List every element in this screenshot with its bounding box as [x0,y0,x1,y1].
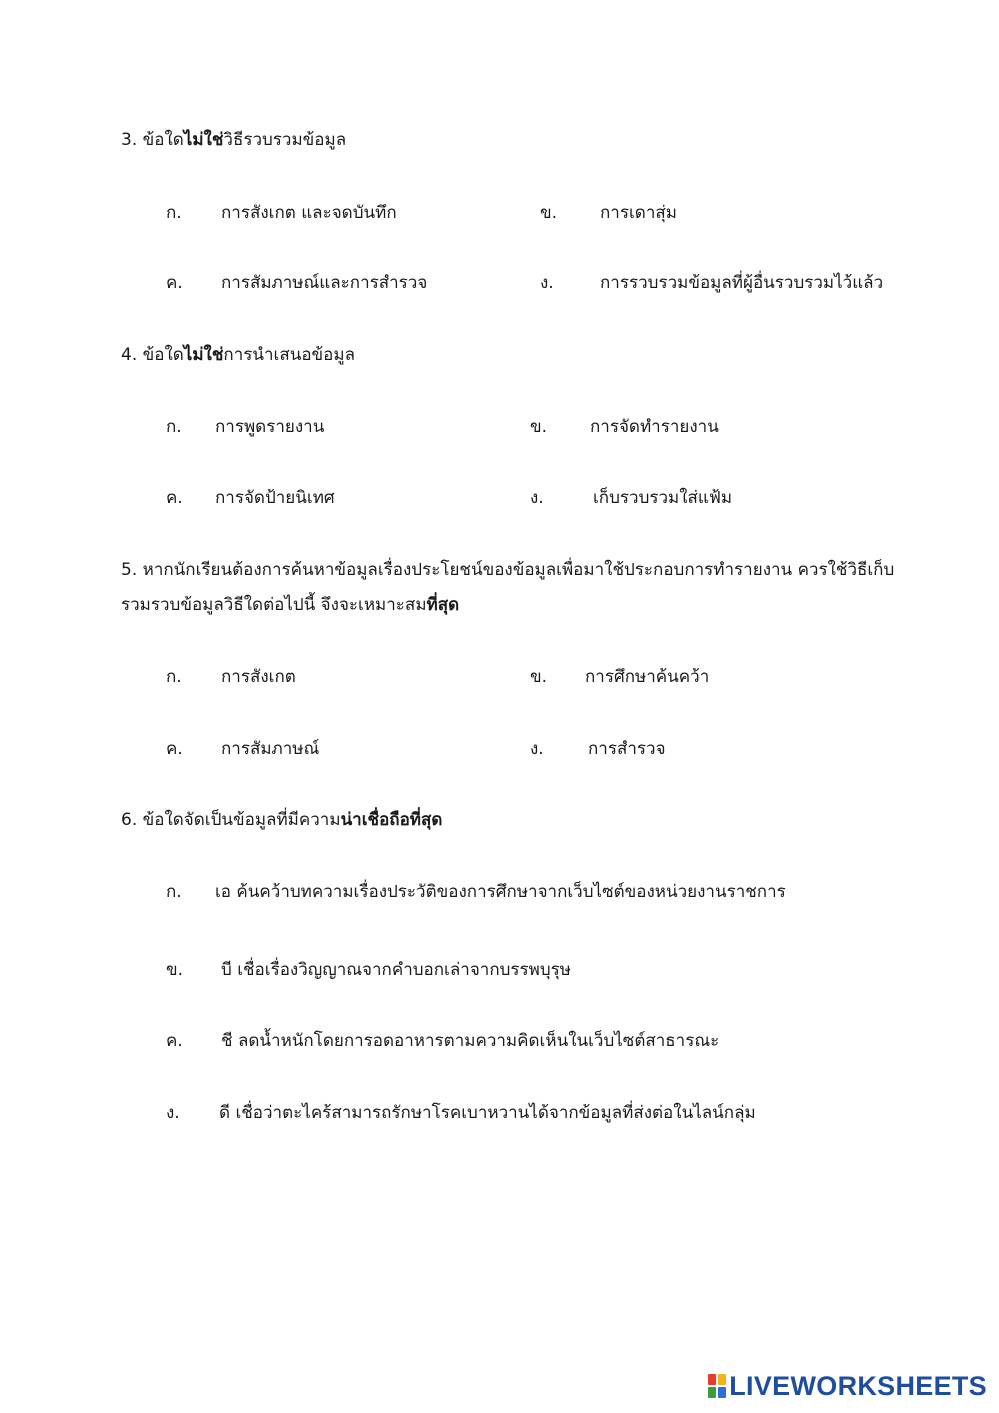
q4-option-a-label: ก. [166,417,182,437]
q6-option-a-text: เอ ค้นคว้าบทความเรื่องประวัติของการศึกษาจากเว็บไซต์ของหน่วยงานราชการ [215,882,786,902]
q5-option-b-text: การศึกษาค้นคว้า [585,667,710,687]
q3-option-d-label: ง. [540,273,554,293]
q3-option-d-text: การรวบรวมข้อมูลที่ผู้อื่นรวบรวมไว้แล้ว [600,273,884,293]
q3-option-b-label: ข. [540,203,558,223]
q5-option-d-text: การสำรวจ [588,739,666,759]
q6-option-b-text: บี เชื่อเรื่องวิญญาณจากคำบอกเล่าจากบรรพบุรุษ [221,960,572,980]
logo-block-2 [718,1374,726,1385]
liveworksheets-logo-icon [708,1374,726,1398]
question-4 [121,341,355,368]
logo-block-4 [718,1387,726,1398]
liveworksheets-logo-text: LIVEWORKSHEETS [729,1370,987,1401]
question-3-rest: วิธีรวบรวมข้อมูล [223,130,347,150]
question-4-rest: การนำเสนอข้อมูล [223,345,356,365]
q6-option-d-label: ง. [166,1103,180,1123]
q4-option-d-label: ง. [530,488,544,508]
question-5-emphasis: ที่สุด [426,595,460,615]
question-3-emphasis: ไม่ใช่ [183,130,224,150]
q3-option-a-label: ก. [166,203,182,223]
q4-option-a-text: การพูดรายงาน [215,417,325,437]
question-6-text: 6. ข้อใดจัดเป็นข้อมูลที่มีความ [121,810,341,830]
question-6-emphasis: น่าเชื่อถือที่สุด [340,810,443,830]
liveworksheets-logo [708,1371,987,1401]
q4-option-d-text: เก็บรวบรวมใส่แฟ้ม [593,488,733,508]
question-5-line-2 [121,591,459,618]
q6-option-d-text: ดี เชื่อว่าตะไคร้สามารถรักษาโรคเบาหวานได้จากข้อมูลที่ส่งต่อในไลน์กลุ่ม [219,1103,756,1123]
question-6 [121,806,442,833]
q3-option-c-text: การสัมภาษณ์และการสำรวจ [221,273,428,293]
logo-block-3 [708,1387,716,1398]
q6-option-c-text: ชี ลดน้ำหนักโดยการอดอาหารตามความคิดเห็นในเว็บไซต์สาธารณะ [221,1031,720,1051]
question-5-line-2-text: รวมรวบข้อมูลวิธีใดต่อไปนี้ จึงจะเหมาะสม [121,595,427,615]
logo-block-1 [708,1374,716,1385]
q6-option-a-label: ก. [166,882,182,902]
q4-option-c-text: การจัดป้ายนิเทศ [215,488,335,508]
q6-option-b-label: ข. [166,960,184,980]
question-5-line-1: 5. หากนักเรียนต้องการค้นหาข้อมูลเรื่องประโยชน์ของข้อมูลเพื่อมาใช้ประกอบการทำรายงาน ควรใช้วิธีเก็บ [121,560,895,580]
q3-option-b-text: การเดาสุ่ม [600,203,677,223]
question-4-emphasis: ไม่ใช่ [183,345,224,365]
q4-option-b-text: การจัดทำรายงาน [590,417,719,437]
q6-option-c-label: ค. [166,1031,183,1051]
q5-option-b-label: ข. [530,667,548,687]
q3-option-c-label: ค. [166,273,183,293]
q3-option-a-text: การสังเกต และจดบันทึก [221,203,397,223]
question-4-prefix: 4. ข้อใด [121,345,184,365]
question-3-prefix: 3. ข้อใด [121,130,184,150]
q5-option-c-label: ค. [166,739,183,759]
q5-option-a-label: ก. [166,667,182,687]
q5-option-a-text: การสังเกต [221,667,296,687]
q5-option-c-text: การสัมภาษณ์ [221,739,320,759]
q5-option-d-label: ง. [530,739,544,759]
q4-option-b-label: ข. [530,417,548,437]
question-3 [121,126,346,153]
q4-option-c-label: ค. [166,488,183,508]
